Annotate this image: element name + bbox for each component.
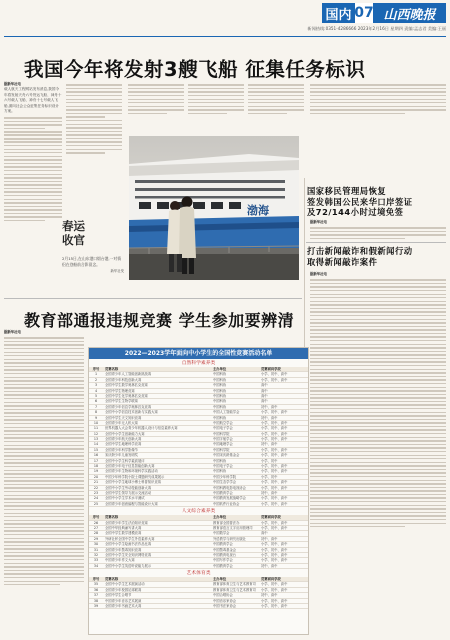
table-cell-level: 小学、初中、高中: [261, 420, 288, 425]
lead-article-col4: [188, 82, 244, 116]
lead-article-col1-cont: [4, 132, 62, 224]
table-cell-no: 17: [93, 458, 99, 463]
brief1-headline: [307, 186, 413, 218]
brief1-headline-line3: 及72/144小时过境免签: [307, 207, 404, 217]
table-cell-level: 小学、初中、高中: [261, 582, 288, 587]
table-cell-level: 小学、初中、高中: [261, 485, 288, 490]
table-cell-name: 全国青少年电子信息智能创新大赛: [105, 464, 155, 469]
table-cell-level: 小学、初中、高中: [261, 447, 288, 452]
table-cell-organizer: 中国科协: [213, 404, 227, 409]
table-body-arts-sports: [89, 577, 308, 609]
table-cell-name: 宋庆龄少年儿童发明奖: [105, 453, 138, 458]
photo-caption-title-line1: 春运: [62, 219, 85, 233]
table-cell-level: 小学、初中、高中: [261, 480, 288, 485]
section-separator: [4, 298, 302, 299]
table-cell-name: 外研社杯全国中学生外语素养大赛: [105, 536, 155, 541]
table-cell-organizer: 中国科协: [213, 415, 227, 420]
table-cell-name: 全国中小学生创新能力大赛: [105, 431, 145, 436]
table-cell-organizer: 教育部语言文字应用管理司: [213, 525, 253, 530]
lead-article-col5: [248, 82, 304, 116]
table-cell-level: 小学、初中、高中: [261, 410, 288, 415]
lead-text: 载人航天工程网站发布消息,我国今年将发射天舟六号货运飞船、神舟十六号载人飞船、神舟十七号载人飞船,面向社会公众征集任务标识设计方案。: [4, 87, 62, 114]
table-cell-name: 全国中小学生艺术展演活动: [105, 582, 145, 587]
table-cell-name: 竞赛名称: [105, 577, 119, 582]
table-cell-name: 全国青少年学生法治知识竞赛: [105, 520, 148, 525]
table-cell-level: 高中: [261, 383, 268, 388]
table-cell-level: 竞赛面向学段: [261, 515, 281, 520]
table-cell-no: 2: [94, 377, 98, 382]
table-cell-level: 竞赛面向学段: [261, 577, 281, 582]
table-cell-organizer: 中国科学院: [213, 447, 230, 452]
table-row: [89, 502, 308, 507]
table-cell-no: 23: [93, 490, 99, 495]
table-cell-name: 全国青少年信息学奥林匹克竞赛: [105, 404, 152, 409]
table-cell-no: 21: [93, 480, 99, 485]
table-cell-no: 38: [93, 598, 99, 603]
table-cell-name: 全国中小学生劳动技能创新大赛: [105, 485, 152, 490]
table-cell-no: 10: [93, 420, 99, 425]
table-cell-level: 小学、初中: [261, 458, 278, 463]
table-cell-name: 全国中学生数学建模竞赛: [105, 531, 142, 536]
lead-headline: 我国今年将发射3艘飞船 征集任务标识: [24, 58, 366, 81]
table-cell-name: 竞赛名称: [105, 515, 119, 520]
table-cell-organizer: 中国少年科学院: [213, 474, 237, 479]
table-cell-no: 4: [94, 388, 98, 393]
table-cell-no: 37: [93, 593, 99, 598]
table-cell-organizer: 中国科协: [213, 393, 227, 398]
table-cell-name: 全国中小学生科学素质展评: [105, 458, 145, 463]
table-cell-no: 25: [93, 501, 99, 506]
table-cell-name: 全国中学生生物学联赛: [105, 399, 138, 404]
page-number: 07: [354, 5, 374, 21]
table-cell-no: 6: [94, 399, 98, 404]
table-cell-name: 全国青少年航天创新大赛: [105, 437, 142, 442]
table-cell-no: 27: [93, 525, 99, 530]
table-cell-no: 13: [93, 437, 99, 442]
table-cell-no: 20: [93, 474, 99, 479]
table-cell-organizer: 中国合唱协会: [213, 593, 233, 598]
table-cell-level: 小学、初中、高中: [261, 525, 288, 530]
table-cell-no: 19: [93, 469, 99, 474]
lead-article-col3: [128, 82, 184, 116]
table-cell-organizer: 中国生态学学会: [213, 480, 237, 485]
table-cell-organizer: 中国数学会: [213, 531, 230, 536]
brief1-byline: 据新华社电: [310, 220, 327, 224]
table-cell-name: 中国青少年音乐艺术展演: [105, 598, 142, 603]
table-cell-name: 全国中小学信息技术创新与实践大赛: [105, 410, 158, 415]
table-cell-level: 小学、初中、高中: [261, 464, 288, 469]
table-cell-name: 全国中学生领导力展示交流活动: [105, 490, 152, 495]
table-cell-name: 全国青少年科学影像节: [105, 447, 138, 452]
table-title: 2022—2023学年面向中小学生的全国性竞赛活动名单: [89, 348, 308, 359]
table-cell-level: 初中、高中: [261, 536, 278, 541]
table-cell-level: 小学、初中、高中: [261, 426, 288, 431]
table-cell-no: 28: [93, 531, 99, 536]
table-cell-no: 36: [93, 587, 99, 592]
table-cell-organizer: 中国科协: [213, 399, 227, 404]
table-cell-no: 30: [93, 542, 99, 547]
table-cell-no: 24: [93, 496, 99, 501]
table-cell-no: 16: [93, 453, 99, 458]
table-cell-organizer: 中国书法家协会: [213, 604, 237, 609]
table-cell-name: 全国青少年人工智能创新挑战赛: [105, 372, 152, 377]
table-cell-level: 小学、初中、高中: [261, 437, 288, 442]
table-cell-organizer: 中国禁毒基金会: [213, 547, 237, 552]
table-cell-name: 全国青少年创意编程与智能设计大赛: [105, 501, 158, 506]
table-section-humanities: 人文综合素养类: [181, 509, 216, 515]
table-cell-organizer: 中国科协: [213, 383, 227, 388]
table-cell-level: 初中、高中: [261, 593, 278, 598]
table-row: [89, 564, 308, 569]
table-cell-no: 5: [94, 393, 98, 398]
table-cell-level: 小学、初中: [261, 474, 278, 479]
section-label: 国内: [325, 7, 352, 23]
brief2-headline-line1: 打击新闻敲诈和假新闻行动: [307, 246, 413, 256]
table-cell-organizer: 中国教育电视台: [213, 552, 237, 557]
table-cell-level: 竞赛面向学段: [261, 367, 281, 371]
table-cell-name: 全国中华经典诵写讲大赛: [105, 525, 142, 530]
table-cell-organizer: 中国宋庆龄基金会: [213, 453, 240, 458]
table-cell-name: 全国青少年生物和环境科学实践活动: [105, 469, 158, 474]
table-cell-no: 29: [93, 536, 99, 541]
table-cell-organizer: 中国软件行业协会: [213, 501, 240, 506]
table-cell-organizer: 中国教育发展战略学会: [213, 496, 246, 501]
table-cell-name: 全国中小学生学术水平测试: [105, 496, 145, 501]
photo-caption: [62, 256, 124, 274]
table-cell-no: 8: [94, 410, 98, 415]
brief2-body: [310, 272, 446, 530]
table-cell-level: 高中: [261, 531, 268, 536]
table-cell-organizer: 中国地理学会: [213, 442, 233, 447]
table-cell-organizer: 中国科学院: [213, 431, 230, 436]
table-cell-organizer: 教育部体育卫生与艺术教育司: [213, 582, 256, 587]
lead-byline: 据新华社电: [4, 82, 21, 86]
table-row: [89, 604, 308, 609]
table-cell-level: 小学、初中、高中: [261, 587, 288, 592]
masthead: [322, 3, 446, 23]
table-body-science: [89, 367, 308, 507]
table-cell-organizer: 中国科教电影电视协会: [213, 485, 246, 490]
ship-name: 渤海: [247, 204, 269, 217]
table-cell-name: 全国中小学生英语听说能力展示: [105, 563, 152, 568]
table-cell-no: 39: [93, 604, 99, 609]
table-cell-name: 全国青少年书画艺术大赛: [105, 604, 142, 609]
brief2-byline: 据新华社电: [310, 272, 327, 276]
table-cell-organizer: 中国科协: [213, 458, 227, 463]
table-cell-level: 小学、初中、高中: [261, 542, 288, 547]
table-cell-level: 高中: [261, 393, 268, 398]
table-cell-no: 3: [94, 383, 98, 388]
paper-name: 山西晚报: [383, 7, 436, 23]
table-cell-level: 初中、高中: [261, 404, 278, 409]
table-cell-name: 中国青少年作文大赛: [105, 558, 135, 563]
table-cell-no: 7: [94, 404, 98, 409]
table-cell-name: 全国青少年校园足球联赛: [105, 587, 142, 592]
table-cell-no: 32: [93, 552, 99, 557]
table-cell-name: 全国中学生地理科学竞赛: [105, 442, 142, 447]
brief1-headline-line2: 签发韩国公民来华口岸签证: [307, 196, 413, 207]
table-cell-organizer: 主办单位: [213, 515, 227, 520]
table-cell-name: 全国中小学生安全知识网络竞赛: [105, 552, 152, 557]
header-rule: [4, 36, 446, 37]
table-cell-no: 33: [93, 558, 99, 563]
table-cell-level: 小学、初中、高中: [261, 372, 288, 377]
table-cell-no: 序号: [92, 367, 100, 371]
table-cell-level: 初中、高中: [261, 415, 278, 420]
table-cell-name: 全国中学生天文知识竞赛: [105, 415, 142, 420]
page-header: [0, 0, 450, 40]
table-cell-level: 小学、初中、高中: [261, 377, 288, 382]
table-cell-level: 小学、初中、高中: [261, 552, 288, 557]
table-cell-organizer: 外语教学与研究出版社: [213, 536, 246, 541]
brief2-headline-line2: 取得新闻敲诈案件: [307, 256, 378, 267]
table-cell-level: 初中、高中: [261, 442, 278, 447]
table-cell-no: 34: [93, 563, 99, 568]
couple-figures: [167, 197, 196, 275]
table-cell-no: 序号: [92, 515, 100, 520]
table-cell-organizer: 中国科协: [213, 372, 227, 377]
brief1-headline-line1: 国家移民管理局恢复: [307, 186, 387, 196]
table-body-humanities: [89, 515, 308, 569]
table-cell-level: 初中、高中: [261, 563, 278, 568]
table-cell-name: 全国中学生数学奥林匹克竞赛: [105, 383, 148, 388]
table-cell-level: 小学、初中、高中: [261, 547, 288, 552]
table-cell-organizer: 教育部全国普法办: [213, 520, 240, 525]
table-cell-organizer: 中国写作学会: [213, 558, 233, 563]
second-article-col1: [4, 330, 84, 588]
table-cell-name: 全国中学生化学奥林匹克竞赛: [105, 393, 148, 398]
second-byline: 据新华社电: [4, 330, 21, 334]
table-cell-organizer: 中国科协: [213, 377, 227, 382]
table-cell-no: 14: [93, 442, 99, 447]
lead-article-col2: [66, 82, 122, 156]
table-cell-level: 高中: [261, 388, 268, 393]
brief2-headline: [307, 246, 413, 267]
table-cell-no: 11: [93, 426, 99, 431]
table-cell-organizer: 教育部体育卫生与艺术教育司: [213, 587, 256, 592]
table-cell-name: 全国中学生合唱节: [105, 593, 132, 598]
table-cell-organizer: 中国音乐家协会: [213, 598, 237, 603]
ferry-photo: [129, 136, 299, 280]
table-cell-level: 高中: [261, 399, 268, 404]
photo-caption-title: [62, 220, 85, 247]
table-cell-organizer: 中国教育学会: [213, 542, 233, 547]
table-cell-no: 35: [93, 582, 99, 587]
table-cell-no: 序号: [92, 577, 100, 582]
table-cell-level: 小学、初中、高中: [261, 558, 288, 563]
table-cell-organizer: 中国航空学会: [213, 420, 233, 425]
table-cell-level: 小学、初中、高中: [261, 501, 288, 506]
table-cell-organizer: 主办单位: [213, 367, 227, 371]
table-cell-no: 15: [93, 447, 99, 452]
table-cell-no: 26: [93, 520, 99, 525]
table-cell-name: 全国青少年禁毒知识竞赛: [105, 547, 142, 552]
table-cell-level: 小学、初中、高中: [261, 598, 288, 603]
table-cell-level: 小学、初中、高中: [261, 496, 288, 501]
table-cell-organizer: 中国科协: [213, 388, 227, 393]
table-cell-organizer: 中国电子学会: [213, 426, 233, 431]
table-cell-no: 22: [93, 485, 99, 490]
table-cell-organizer: 中国教育学会: [213, 563, 233, 568]
table-cell-level: 小学、初中、高中: [261, 469, 288, 474]
table-cell-level: 小学、初中、高中: [261, 431, 288, 436]
second-headline: 教育部通报违规竞赛 学生参加要辨清: [24, 311, 295, 330]
table-cell-name: 全国中学生物理竞赛: [105, 388, 135, 393]
table-section-science: 自然科学素养类: [181, 361, 216, 366]
table-cell-name: 全国青少年科技创新大赛: [105, 377, 142, 382]
table-cell-organizer: 中国宇航学会: [213, 437, 233, 442]
table-cell-level: 小学、初中、高中: [261, 520, 288, 525]
brief-separator: [306, 242, 446, 243]
table-cell-name: 竞赛名称: [105, 367, 119, 371]
table-cell-no: 12: [93, 431, 99, 436]
table-cell-name: 全国中小学生地球小博士科普知识竞赛: [105, 480, 162, 485]
table-cell-organizer: 中国人工智能学会: [213, 410, 240, 415]
table-cell-no: 18: [93, 464, 99, 469]
competition-table: [88, 347, 309, 635]
table-cell-level: 小学、初中、高中: [261, 453, 288, 458]
photo-credit: 新华社发: [110, 269, 124, 274]
table-cell-organizer: 中国教育学会: [213, 490, 233, 495]
table-section-arts-sports: 艺术体育类: [186, 571, 211, 577]
table-cell-no: 9: [94, 415, 98, 420]
table-cell-no: 31: [93, 547, 99, 552]
photo-caption-title-line2: 收官: [62, 232, 85, 247]
photo-caption-text: 2月15日,在山东港口烟台港,一对情侣在登船前合影留念。: [62, 256, 122, 267]
table-cell-name: 全国青少年无人机大赛: [105, 420, 138, 425]
table-cell-level: 小学、初中、高中: [261, 604, 288, 609]
table-cell-name: 世界机器人大会青少年机器人设计与信息素养大赛: [105, 426, 178, 431]
table-cell-name: 中国少年科学院小院士课题研究成果展示: [105, 474, 165, 479]
ferry-photo-image: [129, 136, 299, 280]
table-cell-organizer: 主办单位: [213, 577, 227, 582]
header-meta: 新闻热线:0351-4286666 2023年2月16日 星期四 责编:孟志君 美编:王丽: [307, 26, 446, 31]
table-cell-no: 1: [94, 372, 98, 377]
brief1-body: [310, 220, 446, 242]
table-cell-level: 初中、高中: [261, 490, 278, 495]
lead-article-col6: [310, 82, 446, 116]
table-cell-name: 全国中小学生绘画书法作品比赛: [105, 542, 152, 547]
table-cell-organizer: 中国科协: [213, 469, 227, 474]
table-cell-organizer: 中国电子学会: [213, 464, 233, 469]
